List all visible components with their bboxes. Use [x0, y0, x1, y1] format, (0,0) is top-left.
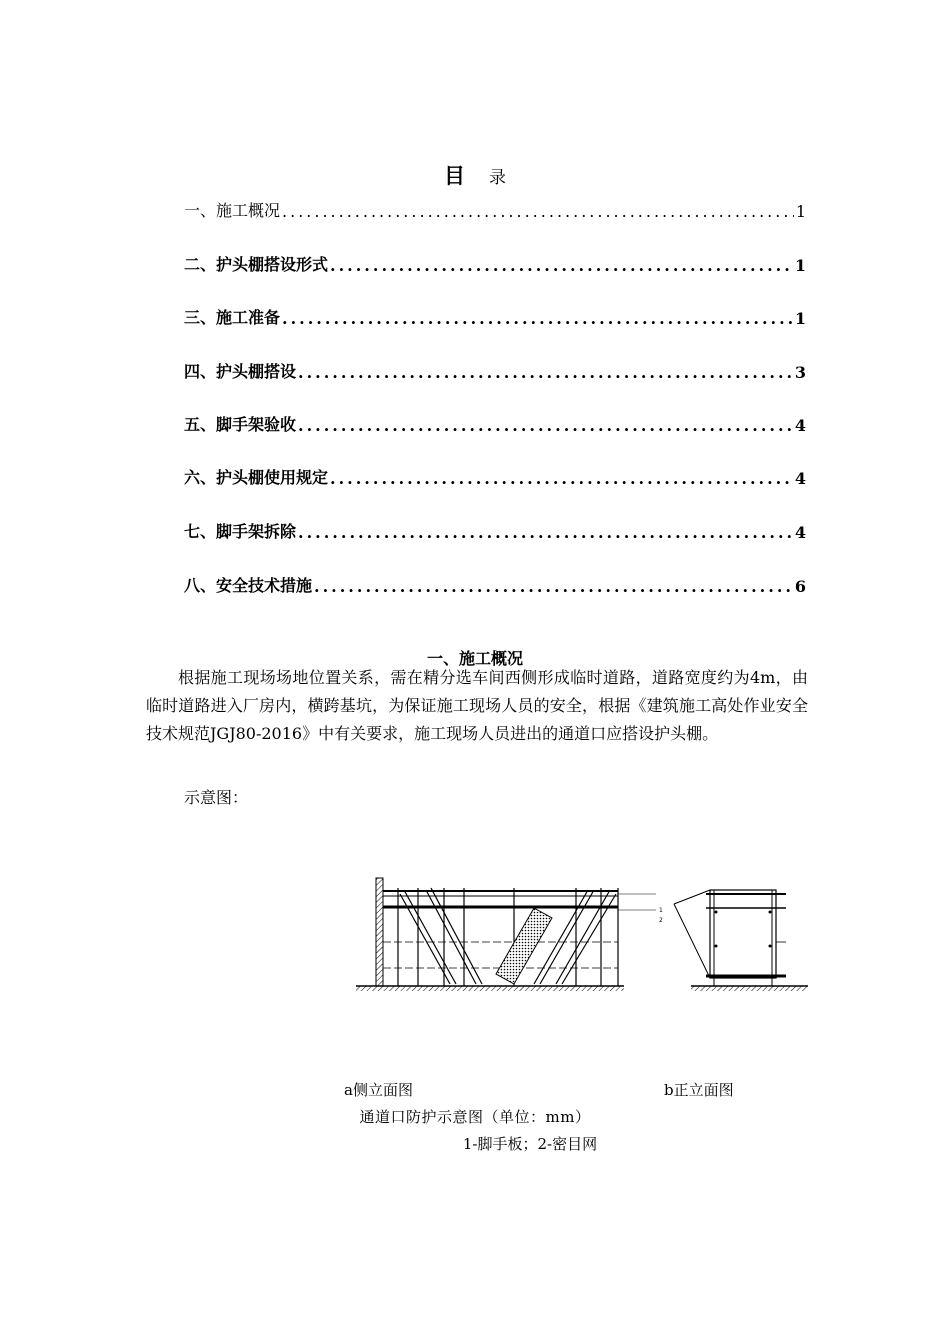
side-elevation — [356, 878, 663, 991]
toc-item[interactable] — [184, 462, 806, 488]
toc-item[interactable] — [184, 356, 806, 382]
toc-item[interactable] — [184, 570, 806, 596]
figure-legend: 1-脚手板；2-密目网 — [462, 1135, 598, 1153]
toc-item-page: 6 — [794, 577, 806, 596]
protection-diagram — [356, 860, 808, 1010]
toc-item-label: 六、护头棚使用规定 — [184, 468, 329, 487]
figure-title: 通道口防护示意图（单位：mm） — [359, 1108, 591, 1126]
toc-item[interactable] — [184, 249, 806, 275]
toc-title — [0, 160, 950, 190]
toc-item-page: 3 — [794, 363, 806, 382]
section-paragraph — [146, 664, 808, 748]
front-elevation — [674, 890, 808, 991]
toc-item-label: 八、安全技术措施 — [184, 576, 313, 595]
toc-item-label: 五、脚手架验收 — [184, 415, 297, 434]
paragraph-text: 根据施工现场场地位置关系，需在精分选车间西侧形成临时道路，道路宽度约为4m，由临时道路进入厂房内，横跨基坑，为保证施工现场人员的安全，根据《建筑施工高处作业安全技术规范JGJ80-2016》中有关要求，施工现场人员进出的通道口应搭设护头棚。 — [146, 668, 808, 743]
toc-item[interactable] — [184, 516, 806, 542]
toc-leader-dots — [298, 416, 793, 435]
toc-leader-dots — [330, 256, 793, 275]
toc-item[interactable] — [184, 409, 806, 435]
marker-2: 2 — [659, 917, 663, 924]
toc-item[interactable] — [184, 195, 806, 221]
toc-title-char2: 录 — [489, 168, 506, 188]
toc-item-label: 三、施工准备 — [184, 308, 281, 327]
diagram-label: 示意图： — [184, 788, 249, 807]
caption-front-elevation: b正立面图 — [664, 1081, 734, 1099]
marker-1: 1 — [659, 907, 663, 914]
toc-item-page: 4 — [794, 523, 806, 542]
toc-leader-dots — [298, 363, 793, 382]
toc-leader-dots — [298, 523, 793, 542]
toc-leader-dots — [282, 309, 793, 328]
toc-item-page: 4 — [794, 416, 806, 435]
toc-title-char1: 目 — [444, 163, 465, 188]
toc-item-page: 1 — [794, 309, 806, 328]
toc-item-page: 4 — [794, 469, 806, 488]
toc-item-label: 七、脚手架拆除 — [184, 522, 297, 541]
toc-item-page: 1 — [794, 256, 806, 275]
toc-item-page: 1 — [795, 202, 806, 221]
toc-item-label: 一、施工概况 — [184, 201, 281, 220]
toc-leader-dots — [330, 469, 793, 488]
toc-item-label: 四、护头棚搭设 — [184, 362, 297, 381]
caption-side-elevation: a侧立面图 — [344, 1081, 413, 1099]
toc-leader-dots — [314, 577, 793, 596]
toc-item-label: 二、护头棚搭设形式 — [184, 255, 329, 274]
toc-item[interactable] — [184, 302, 806, 328]
section-heading: 一、施工概况 — [426, 649, 523, 668]
toc-leader-dots — [282, 202, 794, 221]
